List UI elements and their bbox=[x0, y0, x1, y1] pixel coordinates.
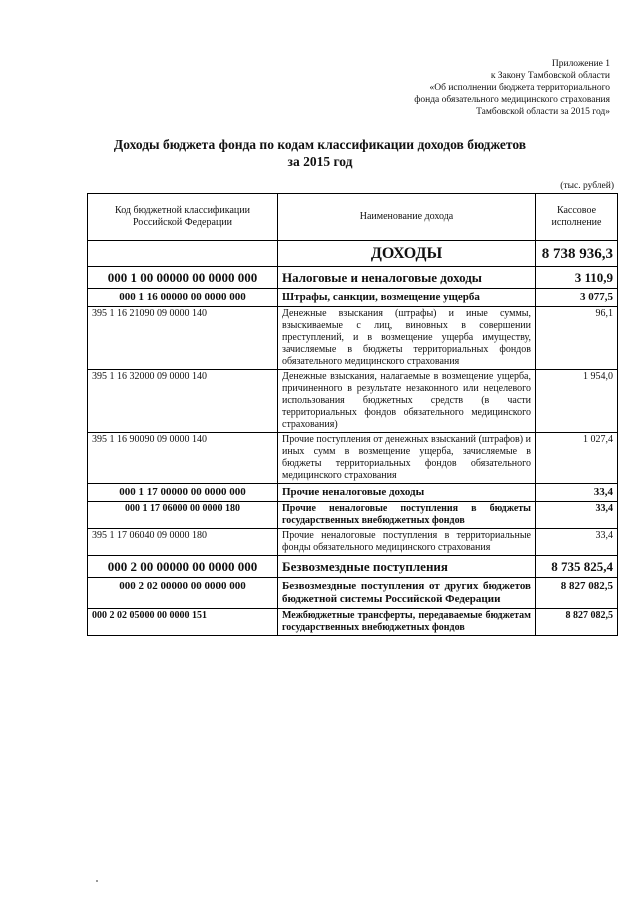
table-row bbox=[88, 484, 618, 502]
row-code: 000 1 17 00000 00 0000 000 bbox=[88, 484, 278, 502]
header-code: Код бюджетной классификации Российской Федерации bbox=[88, 194, 278, 241]
row-name: Штрафы, санкции, возмещение ущерба bbox=[278, 289, 536, 307]
row-name: Прочие неналоговые доходы bbox=[278, 484, 536, 502]
row-amount: 33,4 bbox=[536, 484, 618, 502]
table-row bbox=[88, 289, 618, 307]
row-name: Денежные взыскания (штрафы) и иные суммы, взыскиваемые с лиц, виновных в совершении преступлений, и в возмещение ущерба имуществу, зачисляемые в бюджеты территориальных фондов обязательного медицинского страхования bbox=[278, 307, 536, 370]
row-code: 395 1 16 90090 09 0000 140 bbox=[88, 433, 278, 484]
appendix-line: Тамбовской области за 2015 год» bbox=[476, 107, 610, 117]
row-amount: 1 954,0 bbox=[536, 370, 618, 433]
row-code: 000 2 02 05000 00 0000 151 bbox=[88, 609, 278, 636]
row-amount: 33,4 bbox=[536, 502, 618, 529]
appendix-header bbox=[270, 58, 610, 118]
appendix-line: к Закону Тамбовской области bbox=[490, 71, 610, 81]
appendix-line: Приложение 1 bbox=[551, 59, 610, 69]
row-amount: 3 077,5 bbox=[536, 289, 618, 307]
row-name: Межбюджетные трансферты, передаваемые бюджетам государственных внебюджетных фондов bbox=[278, 609, 536, 636]
row-name: Налоговые и неналоговые доходы bbox=[278, 267, 536, 289]
row-name: Денежные взыскания, налагаемые в возмещение ущерба, причиненного в результате незаконного или нецелевого использования бюджетных средств (в части территориальных фондов обязательного медицинского страхования) bbox=[278, 370, 536, 433]
row-amount: 96,1 bbox=[536, 307, 618, 370]
row-code: 000 1 16 00000 00 0000 000 bbox=[88, 289, 278, 307]
table-row bbox=[88, 307, 618, 370]
document-title bbox=[80, 136, 560, 170]
row-code: 395 1 16 21090 09 0000 140 bbox=[88, 307, 278, 370]
title-line: за 2015 год bbox=[287, 154, 353, 169]
row-name: Прочие поступления от денежных взысканий (штрафов) и иных сумм в возмещение ущерба, зачисляемые в бюджеты территориальных фондов обязательного медицинского страхования bbox=[278, 433, 536, 484]
row-amount: 8 735 825,4 bbox=[536, 556, 618, 578]
row-name: Прочие неналоговые поступления в территориальные фонды обязательного медицинского страхования bbox=[278, 529, 536, 556]
appendix-line: «Об исполнении бюджета территориального bbox=[429, 83, 610, 93]
row-code bbox=[88, 241, 278, 267]
row-code: 395 1 17 06040 09 0000 180 bbox=[88, 529, 278, 556]
row-amount: 8 827 082,5 bbox=[536, 609, 618, 636]
row-name: ДОХОДЫ bbox=[278, 241, 536, 267]
row-amount: 1 027,4 bbox=[536, 433, 618, 484]
table-row bbox=[88, 502, 618, 529]
row-code: 000 2 00 00000 00 0000 000 bbox=[88, 556, 278, 578]
income-table bbox=[87, 193, 618, 636]
row-name: Прочие неналоговые поступления в бюджеты государственных внебюджетных фондов bbox=[278, 502, 536, 529]
row-amount: 8 738 936,3 bbox=[536, 241, 618, 267]
row-code: 000 1 17 06000 00 0000 180 bbox=[88, 502, 278, 529]
row-amount: 3 110,9 bbox=[536, 267, 618, 289]
table-row bbox=[88, 241, 618, 267]
table-header-row bbox=[88, 194, 618, 241]
row-name: Безвозмездные поступления bbox=[278, 556, 536, 578]
scan-speck bbox=[96, 880, 98, 882]
units-note: (тыс. рублей) bbox=[560, 181, 614, 191]
table-row bbox=[88, 578, 618, 609]
table-row bbox=[88, 609, 618, 636]
table-row bbox=[88, 529, 618, 556]
header-name: Наименование дохода bbox=[278, 194, 536, 241]
row-amount: 33,4 bbox=[536, 529, 618, 556]
title-line: Доходы бюджета фонда по кодам классификации доходов бюджетов bbox=[113, 137, 527, 152]
appendix-line: фонда обязательного медицинского страхования bbox=[414, 95, 610, 105]
row-code: 000 1 00 00000 00 0000 000 bbox=[88, 267, 278, 289]
table-row bbox=[88, 370, 618, 433]
row-amount: 8 827 082,5 bbox=[536, 578, 618, 609]
table-row bbox=[88, 433, 618, 484]
row-name: Безвозмездные поступления от других бюджетов бюджетной системы Российской Федерации bbox=[278, 578, 536, 609]
table-row bbox=[88, 267, 618, 289]
table-row bbox=[88, 556, 618, 578]
row-code: 000 2 02 00000 00 0000 000 bbox=[88, 578, 278, 609]
header-amount: Кассовое исполнение bbox=[536, 194, 618, 241]
row-code: 395 1 16 32000 09 0000 140 bbox=[88, 370, 278, 433]
